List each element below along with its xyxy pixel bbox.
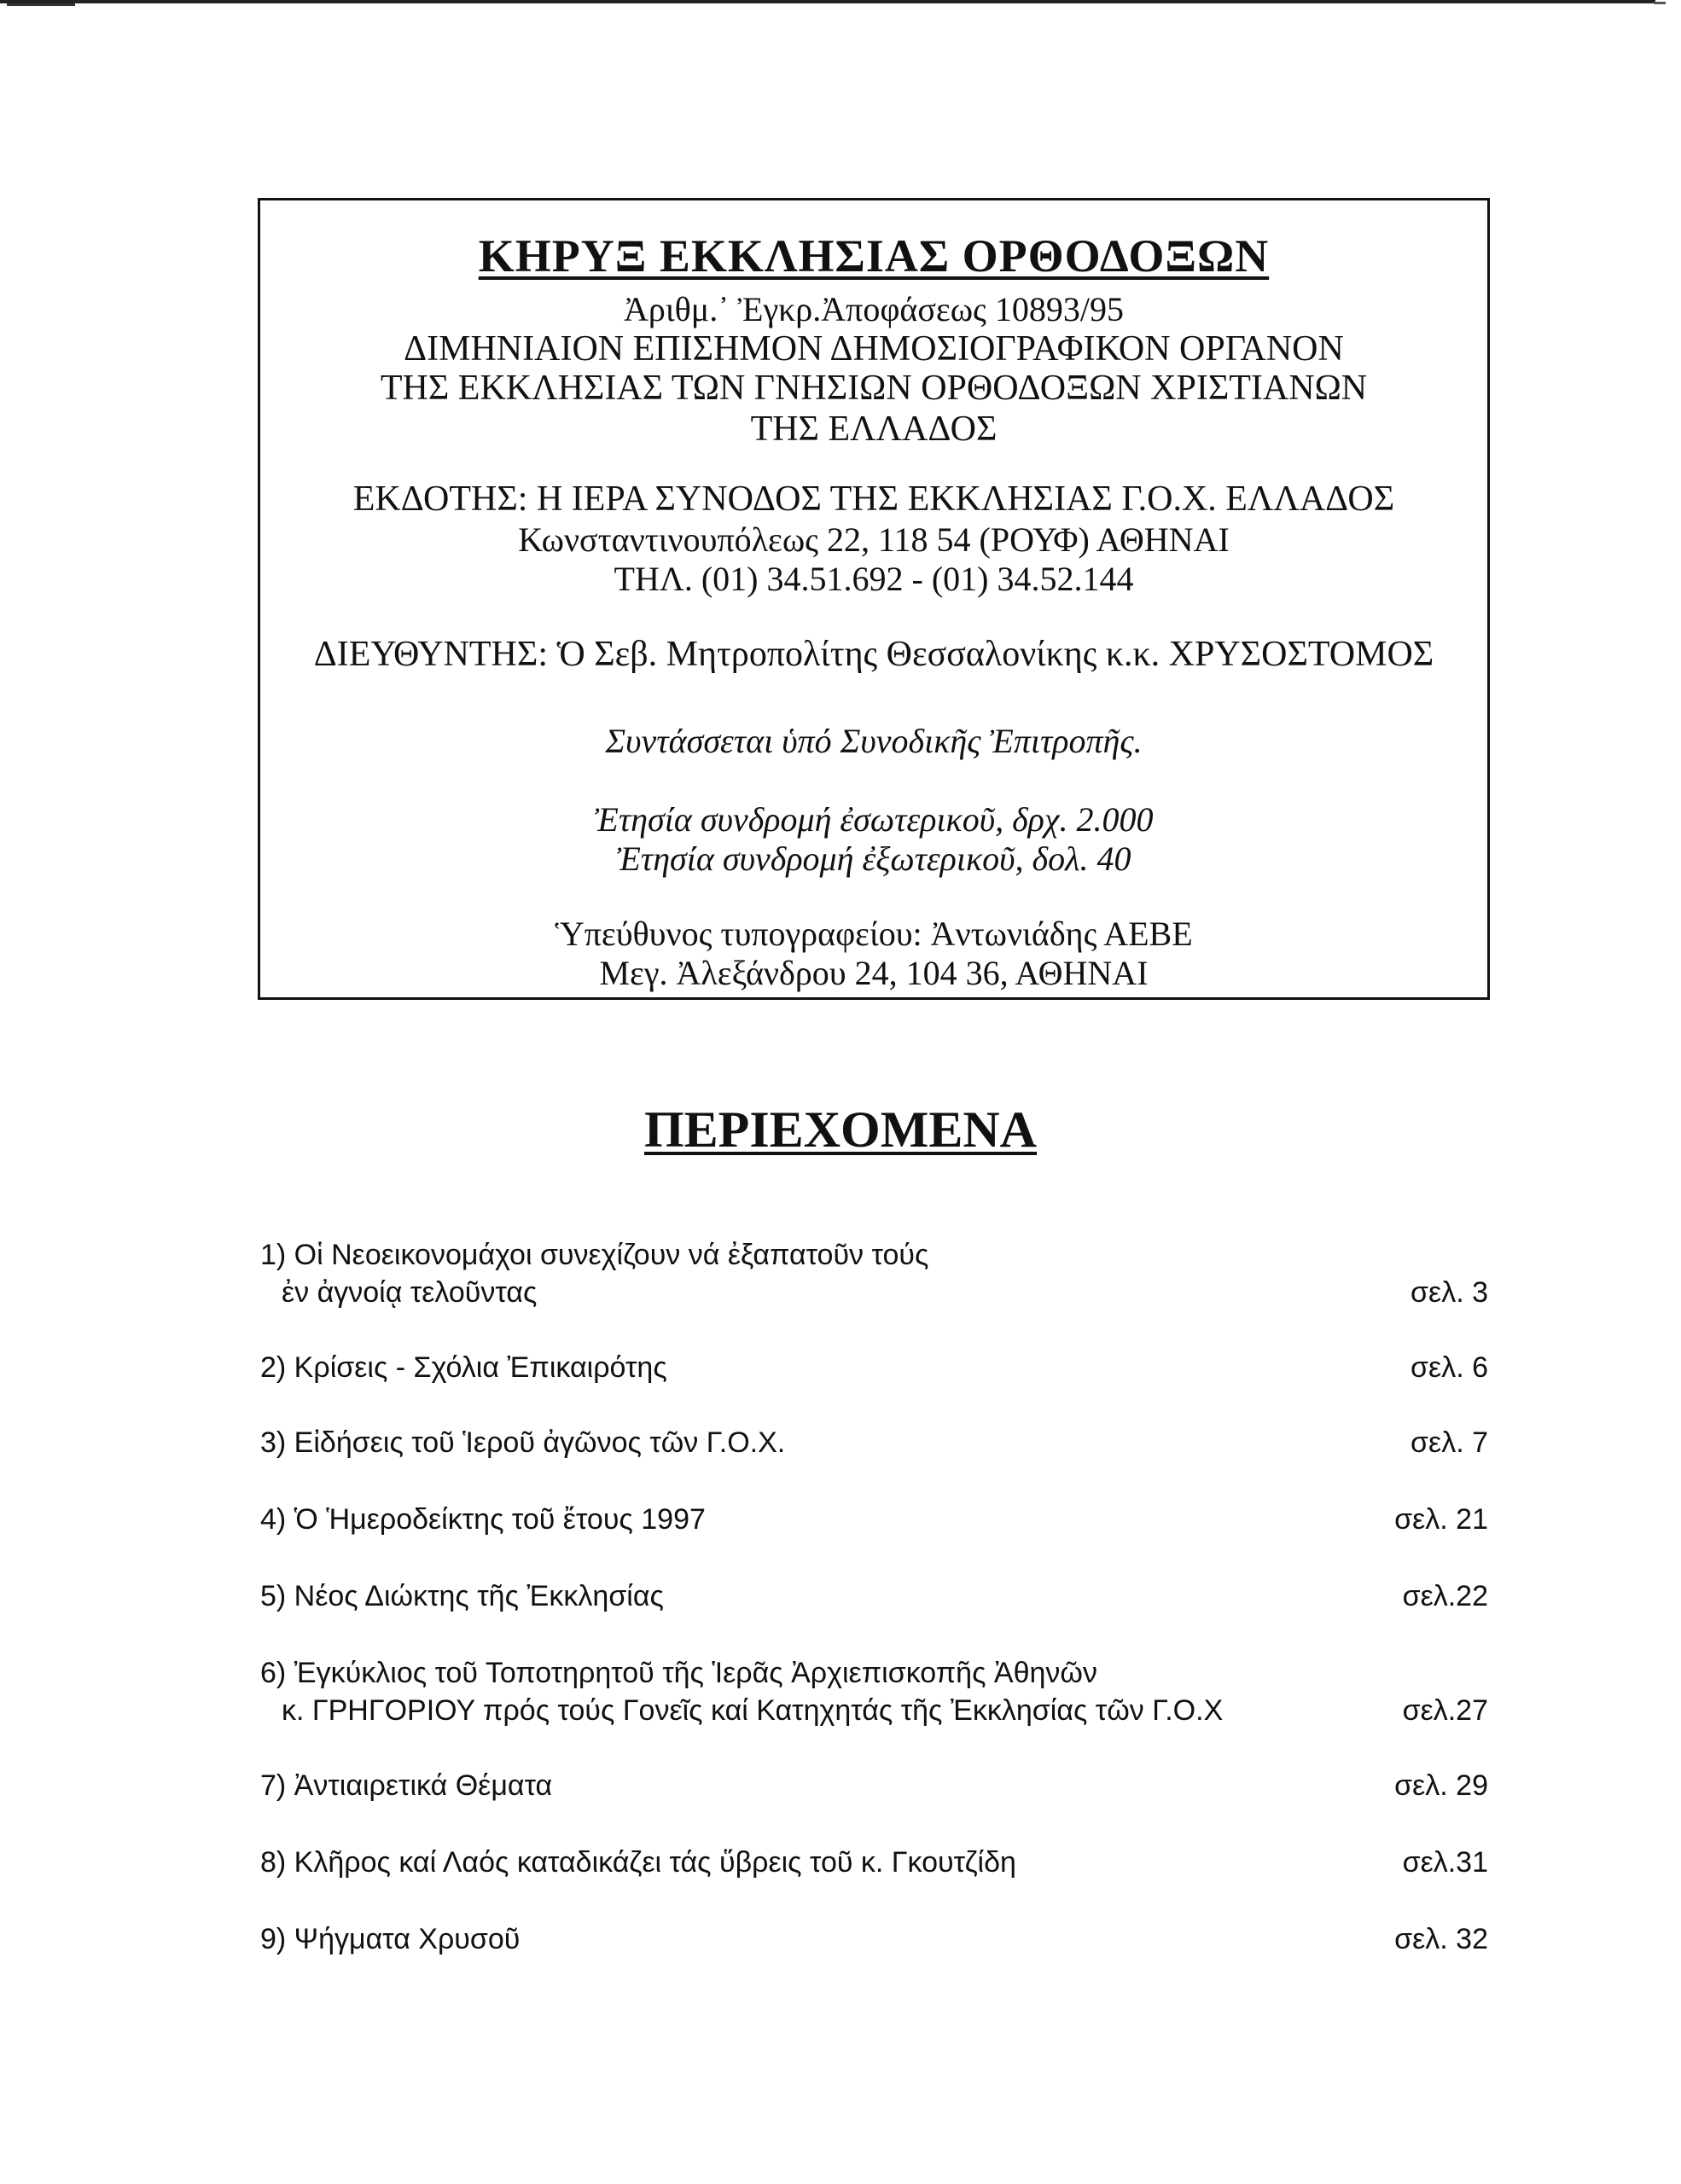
contents-title: ΠΕΡΙΕΧΟΜΕΝΑ — [643, 1101, 1038, 1158]
toc-item-1-line1: 1) Οἱ Νεοεικονομάχοι συνεχίζουν νά ἐξαπατοῦν τούς — [260, 1239, 929, 1271]
toc-item-5-title: 5) Νέος Διώκτης τῆς Ἐκκλησίας — [260, 1580, 664, 1612]
subscription-domestic: Ἐτησία συνδρομή ἐσωτερικοῦ, δρχ. 2.000 — [594, 800, 1154, 839]
director-line: ΔΙΕΥΘΥΝΤΗΣ: Ὁ Σεβ. Μητροπολίτης Θεσσαλονίκης κ.κ. ΧΡΥΣΟΣΤΟΜΟΣ — [313, 635, 1434, 674]
toc-item-2-page: σελ. 6 — [1411, 1351, 1488, 1384]
toc-item-4-page: σελ. 21 — [1394, 1503, 1488, 1536]
toc-item-4-title: 4) Ὁ Ἡμεροδείκτης τοῦ ἔτους 1997 — [260, 1503, 706, 1536]
toc-item-9-title: 9) Ψήγματα Χρυσοῦ — [260, 1923, 521, 1955]
compiled-by-line: Συντάσσεται ὑπό Συνοδικῆς Ἐπιτροπῆς. — [605, 722, 1143, 760]
publisher-line: ΕΚΔΟΤΗΣ: Η ΙΕΡΑ ΣΥΝΟΔΟΣ ΤΗΣ ΕΚΚΛΗΣΙΑΣ Γ.Ο.Χ. ΕΛΛΑΔΟΣ — [352, 479, 1395, 519]
phone-line: ΤΗΛ. (01) 34.51.692 - (01) 34.52.144 — [614, 560, 1134, 598]
toc-item-6-line2: κ. ΓΡΗΓΟΡΙΟΥ πρός τούς Γονεῖς καί Κατηχητάς τῆς Ἐκκλησίας τῶν Γ.Ο.Χ — [282, 1694, 1224, 1727]
printer-line-2: Μεγ. Ἀλεξάνδρου 24, 104 36, ΑΘΗΝΑΙ — [599, 954, 1149, 992]
scan-top-edge — [0, 0, 1655, 3]
tagline-line-3: ΤΗΣ ΕΛΛΑΔΟΣ — [750, 410, 998, 449]
tagline-line-2: ΤΗΣ ΕΚΚΛΗΣΙΑΣ ΤΩΝ ΓΝΗΣΙΩΝ ΟΡΘΟΔΟΞΩΝ ΧΡΙΣΤΙΑΝΩΝ — [380, 369, 1368, 408]
toc-item-6-page: σελ.27 — [1402, 1694, 1488, 1727]
toc-item-5-page: σελ.22 — [1402, 1580, 1488, 1612]
masthead-title: ΚΗΡΥΞ ΕΚΚΛΗΣΙΑΣ ΟΡΘΟΔΟΞΩΝ — [478, 230, 1270, 282]
scan-mark-right — [1654, 2, 1666, 4]
subscription-foreign: Ἐτησία συνδρομή ἐξωτερικοῦ, δολ. 40 — [616, 839, 1131, 878]
toc-item-3-title: 3) Εἰδήσεις τοῦ Ἱεροῦ ἀγῶνος τῶν Γ.Ο.Χ. — [260, 1426, 786, 1459]
toc-item-1-line2: ἐν ἀγνοίᾳ τελοῦντας — [282, 1276, 538, 1309]
toc-item-6-line1: 6) Ἐγκύκλιος τοῦ Τοποτηρητοῦ τῆς Ἱερᾶς Ἀρχιεπισκοπῆς Ἀθηνῶν — [260, 1657, 1097, 1689]
toc-item-1-page: σελ. 3 — [1411, 1276, 1488, 1309]
printer-line-1: Ὑπεύθυνος τυπογραφείου: Ἀντωνιάδης ΑΕΒΕ — [555, 915, 1193, 953]
registration-number: Ἀριθμ.᾿ Ἐγκρ.Ἀποφάσεως 10893/95 — [623, 290, 1124, 328]
toc-item-7-title: 7) Ἀντιαιρετικά Θέματα — [260, 1769, 553, 1802]
masthead-box — [258, 198, 1490, 1000]
tagline-line-1: ΔΙΜΗΝΙΑΙΟΝ ΕΠΙΣΗΜΟΝ ΔΗΜΟΣΙΟΓΡΑΦΙΚΟΝ ΟΡΓΑΝΟΝ — [404, 329, 1344, 369]
toc-item-2-title: 2) Κρίσεις - Σχόλια Ἐπικαιρότης — [260, 1351, 667, 1384]
address-line: Κωνσταντινουπόλεως 22, 118 54 (ΡΟΥΦ) ΑΘΗΝΑΙ — [518, 520, 1230, 559]
toc-item-9-page: σελ. 32 — [1394, 1923, 1488, 1955]
scan-mark-left — [7, 3, 75, 6]
toc-item-8-page: σελ.31 — [1402, 1846, 1488, 1879]
toc-item-8-title: 8) Κλῆρος καί Λαός καταδικάζει τάς ὕβρεις τοῦ κ. Γκουτζίδη — [260, 1846, 1016, 1879]
toc-item-3-page: σελ. 7 — [1411, 1426, 1488, 1459]
toc-item-7-page: σελ. 29 — [1394, 1769, 1488, 1802]
